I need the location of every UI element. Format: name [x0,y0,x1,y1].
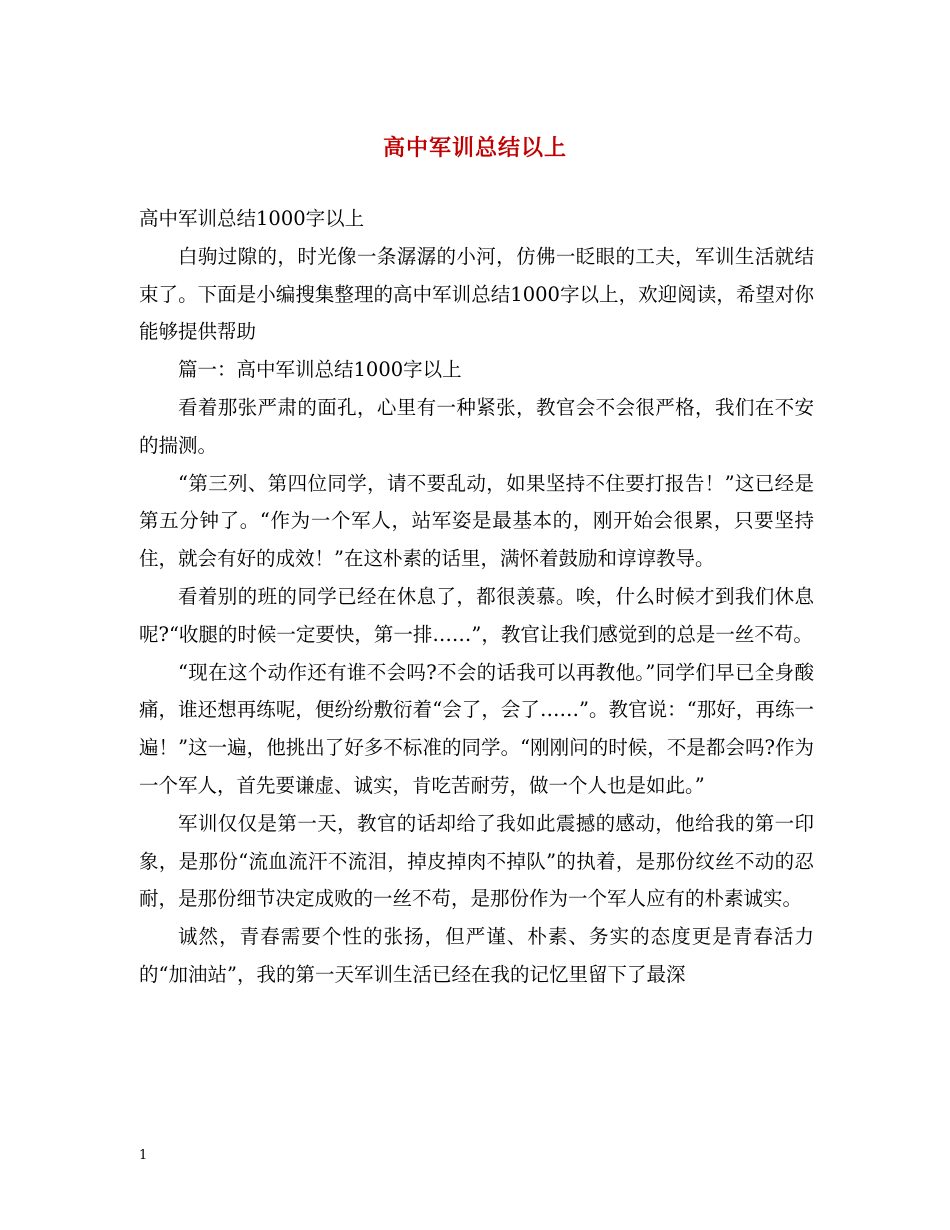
page-number: 1 [139,1148,148,1163]
body-paragraph: 看着那张严肃的面孔，心里有一种紧张，教官会不会很严格，我们在不安的揣测。 [139,395,814,457]
section-heading: 篇一：高中军训总结1000字以上 [178,358,462,382]
body-paragraph: 军训仅仅是第一天，教官的话却给了我如此震撼的感动，他给我的第一印象，是那份“流血流汗不流泪，掉皮掉肉不掉队”的执着，是那份纹丝不动的忍耐，是那份细节决定成败的一丝不苟，是那份作为一个军人应有的朴素诚实。 [139,811,814,911]
document-title: 高中军训总结以上 [382,135,567,161]
body-paragraph: “第三列、第四位同学，请不要乱动，如果坚持不住要打报告！”这已经是第五分钟了。“作为一个军人，站军姿是最基本的，刚开始会很累，只要坚持住，就会有好的成效！”在这朴素的话里，满怀着鼓励和谆谆教导。 [139,471,814,571]
body-paragraph: “现在这个动作还有谁不会吗?不会的话我可以再教他。”同学们早已全身酸痛，谁还想再练呢，便纷纷敷衍着“会了，会了……”。教官说：“那好，再练一遍！”这一遍，他挑出了好多不标准的同学。“刚刚问的时候，不是都会吗?作为一个军人，首先要谦虚、诚实，肯吃苦耐劳，做一个人也是如此。” [139,660,814,797]
body-paragraph: 诚然，青春需要个性的张扬，但严谨、朴素、务实的态度更是青春活力的“加油站”，我的第一天军训生活已经在我的记忆里留下了最深 [139,925,814,986]
intro-paragraph: 白驹过隙的，时光像一条潺潺的小河，仿佛一眨眼的工夫，军训生活就结束了。下面是小编搜集整理的高中军训总结1000字以上，欢迎阅读，希望对你能够提供帮助 [139,244,814,344]
body-paragraph: 看着别的班的同学已经在休息了，都很羡慕。唉，什么时候才到我们休息呢?“收腿的时候一定要快，第一排……”，教官让我们感觉到的总是一丝不苟。 [139,584,814,646]
document-body [139,200,814,994]
subtitle-paragraph: 高中军训总结1000字以上 [139,207,365,230]
